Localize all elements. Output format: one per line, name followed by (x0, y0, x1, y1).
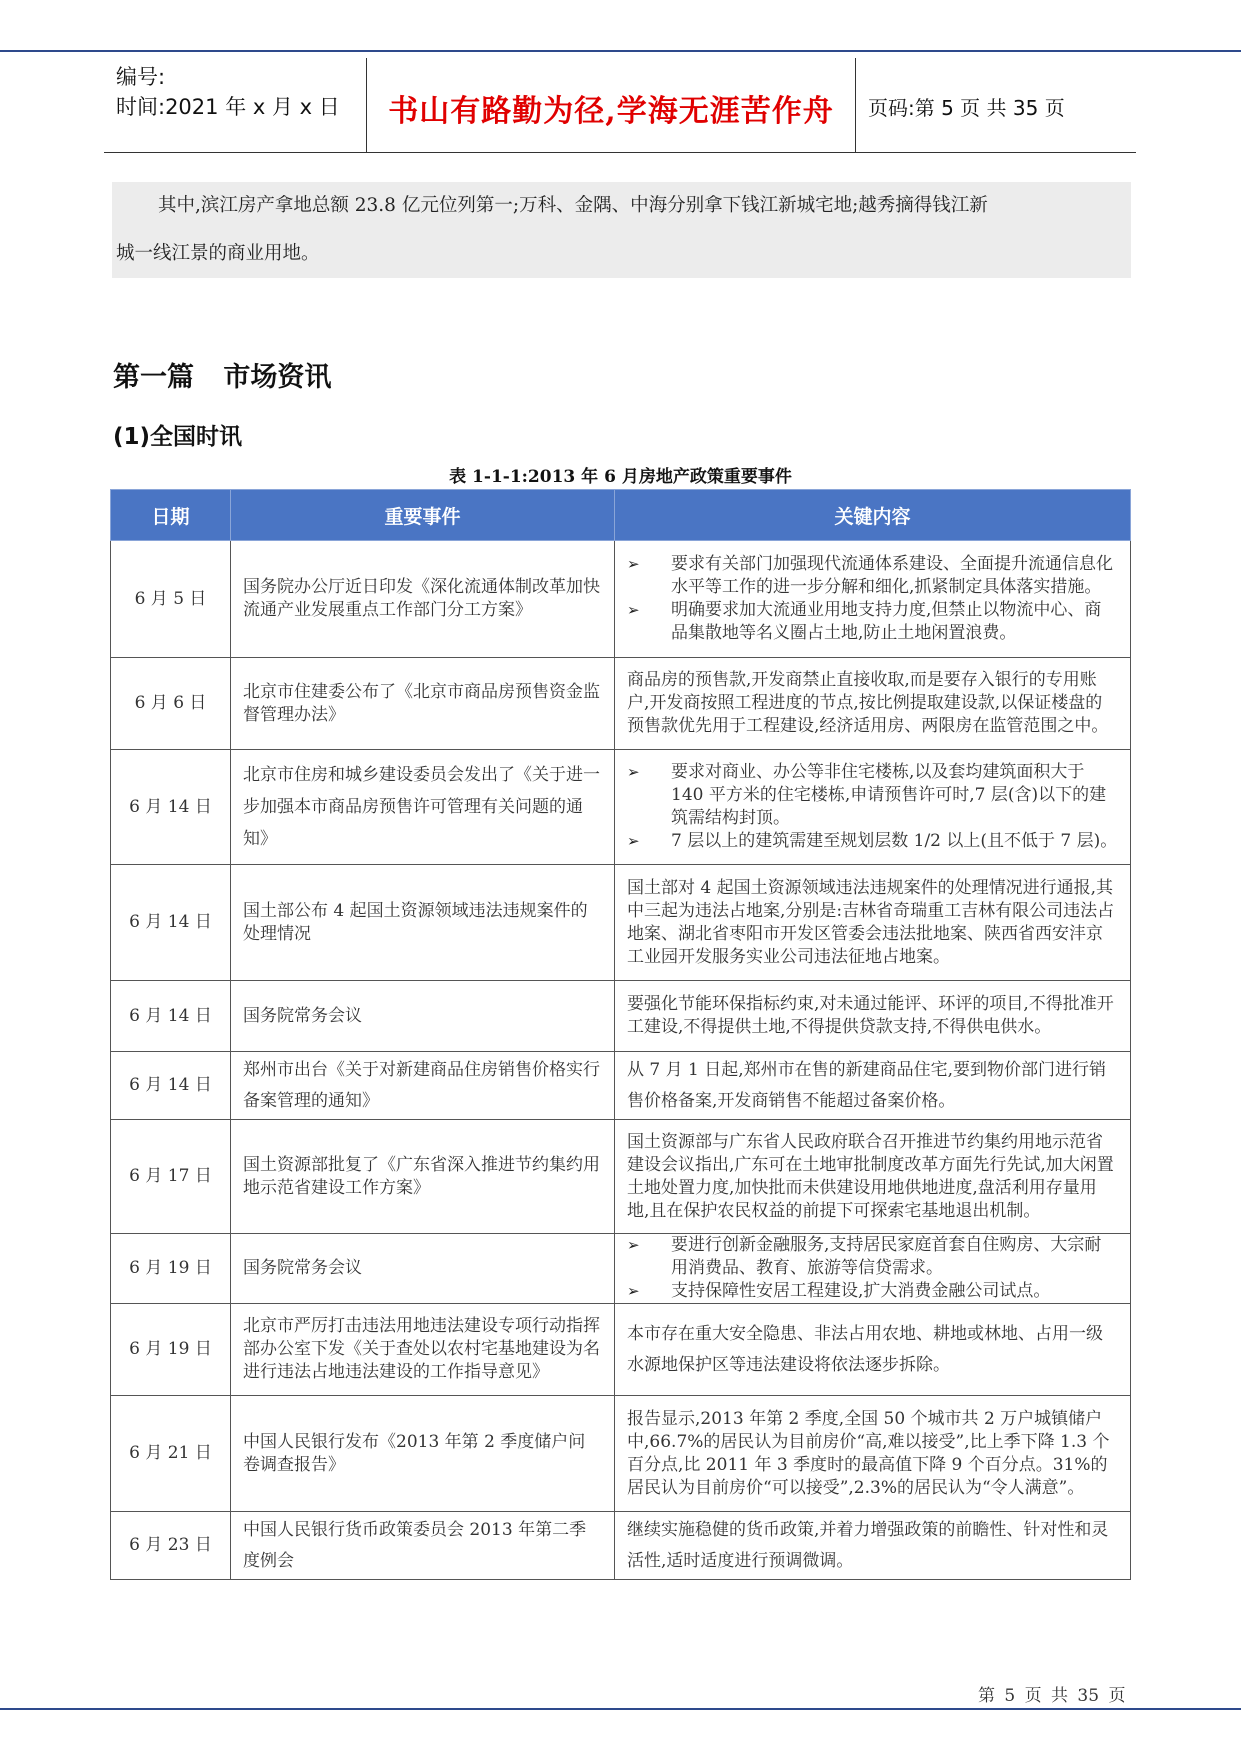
header-page-label: 页码:第 5 页 共 35 页 (868, 96, 1065, 120)
bullet-item: ➢ 7 层以上的建筑需建至规划层数 1/2 以上(且不低于 7 层)。 (627, 831, 1118, 851)
table-row (111, 1234, 1131, 1304)
table-row (111, 981, 1131, 1052)
cell-event: 北京市住房和城乡建设委员会发出了《关于进一步加强本市商品房预售许可管理有关问题的通知》 (231, 750, 615, 865)
cell-content: 本市存在重大安全隐患、非法占用农地、耕地或林地、占用一级水源地保护区等违法建设将依法逐步拆除。 (615, 1304, 1131, 1396)
cell-event: 国务院常务会议 (231, 1234, 615, 1304)
arrow-bullet-icon: ➢ (627, 555, 640, 573)
header-motto-cell (366, 58, 856, 152)
bullet-item: ➢ 要进行创新金融服务,支持居民家庭首套自住购房、大宗耐用消费品、教育、旅游等信贷需求。 (627, 1235, 1102, 1278)
cell-event: 北京市严厉打击违法用地违法建设专项行动指挥部办公室下发《关于查处以农村宅基地建设为名进行违法占地违法建设的工作指导意见》 (231, 1304, 615, 1396)
header-number-label: 编号: (116, 65, 166, 89)
table-row (111, 1304, 1131, 1396)
table-row (111, 658, 1131, 750)
cell-date: 6 月 19 日 (111, 1304, 231, 1396)
header-top-rule (0, 50, 1241, 52)
bullet-item: ➢ 支持保障性安居工程建设,扩大消费金融公司试点。 (627, 1281, 1051, 1301)
table-caption: 表 1-1-1:2013 年 6 月房地产政策重要事件 (449, 467, 792, 487)
cell-content: 国土资源部与广东省人民政府联合召开推进节约集约用地示范省建设会议指出,广东可在土地审批制度改革方面先行先试,加大闲置土地处置力度,加快批而未供建设用地供地进度,盘活利用存量用地,且在保护农民权益的前提下可探索宅基地退出机制。 (615, 1120, 1131, 1234)
cell-event: 国务院常务会议 (231, 981, 615, 1052)
cell-event: 国土资源部批复了《广东省深入推进节约集约用地示范省建设工作方案》 (231, 1120, 615, 1234)
table-row (111, 1052, 1131, 1120)
cell-event: 国务院办公厅近日印发《深化流通体制改革加快流通产业发展重点工作部门分工方案》 (231, 541, 615, 658)
page-header (104, 58, 1136, 153)
table-row (111, 1396, 1131, 1512)
cell-content: 商品房的预售款,开发商禁止直接收取,而是要存入银行的专用账户,开发商按照工程进度的节点,按比例提取建设款,以保证楼盘的预售款优先用于工程建设,经济适用房、两限房在监管范围之中。 (615, 658, 1131, 750)
summary-line-2: 城一线江景的商业用地。 (116, 243, 320, 264)
cell-content (615, 750, 1131, 865)
bullet-item: ➢ 要求对商业、办公等非住宅楼栋,以及套均建筑面积大于 140 平方米的住宅楼栋,申请预售许可时,7 层(含)以下的建筑需结构封顶。 (627, 762, 1107, 828)
cell-date: 6 月 19 日 (111, 1234, 231, 1304)
table-header-row (111, 490, 1131, 541)
cell-date: 6 月 14 日 (111, 981, 231, 1052)
table-row (111, 1120, 1131, 1234)
cell-date: 6 月 5 日 (111, 541, 231, 658)
cell-event: 郑州市出台《关于对新建商品住房销售价格实行备案管理的通知》 (231, 1052, 615, 1120)
cell-event: 中国人民银行发布《2013 年第 2 季度储户问卷调查报告》 (231, 1396, 615, 1512)
table-row (111, 541, 1131, 658)
cell-content: 国土部对 4 起国土资源领域违法违规案件的处理情况进行通报,其中三起为违法占地案,分别是:吉林省奇瑞重工吉林有限公司违法占地案、湖北省枣阳市开发区管委会违法批地案、陕西省西安沣京工业园开发服务实业公司违法征地占地案。 (615, 865, 1131, 981)
cell-content: 要强化节能环保指标约束,对未通过能评、环评的项目,不得批准开工建设,不得提供土地,不得提供贷款支持,不得供电供水。 (615, 981, 1131, 1052)
table-row (111, 750, 1131, 865)
cell-content (615, 541, 1131, 658)
footer-page-number: 第 5 页 共 35 页 (978, 1686, 1126, 1706)
section-title: (1)全国时讯 (113, 424, 243, 450)
header-motto: 书山有路勤为径,学海无涯苦作舟 (388, 94, 834, 129)
cell-content: 继续实施稳健的货币政策,并着力增强政策的前瞻性、针对性和灵活性,适时适度进行预调微调。 (615, 1512, 1131, 1580)
summary-line-1: 其中,滨江房产拿地总额 23.8 亿元位列第一;万科、金隅、中海分别拿下钱江新城宅地;越秀摘得钱江新 (158, 195, 988, 216)
column-header-event: 重要事件 (231, 490, 615, 541)
cell-content (615, 1234, 1131, 1304)
policy-events-table (110, 489, 1131, 1580)
footer-bottom-rule (0, 1708, 1241, 1710)
cell-date: 6 月 14 日 (111, 750, 231, 865)
arrow-bullet-icon: ➢ (627, 832, 640, 850)
cell-date: 6 月 23 日 (111, 1512, 231, 1580)
cell-date: 6 月 6 日 (111, 658, 231, 750)
bullet-item: ➢ 要求有关部门加强现代流通体系建设、全面提升流通信息化水平等工作的进一步分解和细化,抓紧制定具体落实措施。 (627, 554, 1113, 597)
table-row (111, 1512, 1131, 1580)
cell-date: 6 月 21 日 (111, 1396, 231, 1512)
cell-date: 6 月 14 日 (111, 865, 231, 981)
header-time-label: 时间:2021 年 x 月 x 日 (116, 95, 340, 119)
arrow-bullet-icon: ➢ (627, 1282, 640, 1300)
table-row (111, 865, 1131, 981)
cell-event: 北京市住建委公布了《北京市商品房预售资金监督管理办法》 (231, 658, 615, 750)
column-header-content: 关键内容 (615, 490, 1131, 541)
cell-date: 6 月 17 日 (111, 1120, 231, 1234)
cell-content: 报告显示,2013 年第 2 季度,全国 50 个城市共 2 万户城镇储户中,66.7%的居民认为目前房价“高,难以接受”,比上季下降 1.3 个百分点,比 2011 年 3 季度时的最高值下降 9 个百分点。31%的居民认为目前房价“可以接受”,2.3%的居民认为“令人满意”。 (615, 1396, 1131, 1512)
arrow-bullet-icon: ➢ (627, 601, 640, 619)
cell-date: 6 月 14 日 (111, 1052, 231, 1120)
header-meta (116, 62, 340, 122)
bullet-item: ➢ 明确要求加大流通业用地支持力度,但禁止以物流中心、商品集散地等名义圈占土地,防止土地闲置浪费。 (627, 600, 1102, 643)
arrow-bullet-icon: ➢ (627, 1236, 640, 1254)
column-header-date: 日期 (111, 490, 231, 541)
cell-event: 中国人民银行货币政策委员会 2013 年第二季度例会 (231, 1512, 615, 1580)
cell-content: 从 7 月 1 日起,郑州市在售的新建商品住宅,要到物价部门进行销售价格备案,开发商销售不能超过备案价格。 (615, 1052, 1131, 1120)
cell-event: 国土部公布 4 起国土资源领域违法违规案件的处理情况 (231, 865, 615, 981)
arrow-bullet-icon: ➢ (627, 763, 640, 781)
summary-paragraph (112, 182, 1131, 278)
part-title: 第一篇 市场资讯 (113, 362, 332, 393)
